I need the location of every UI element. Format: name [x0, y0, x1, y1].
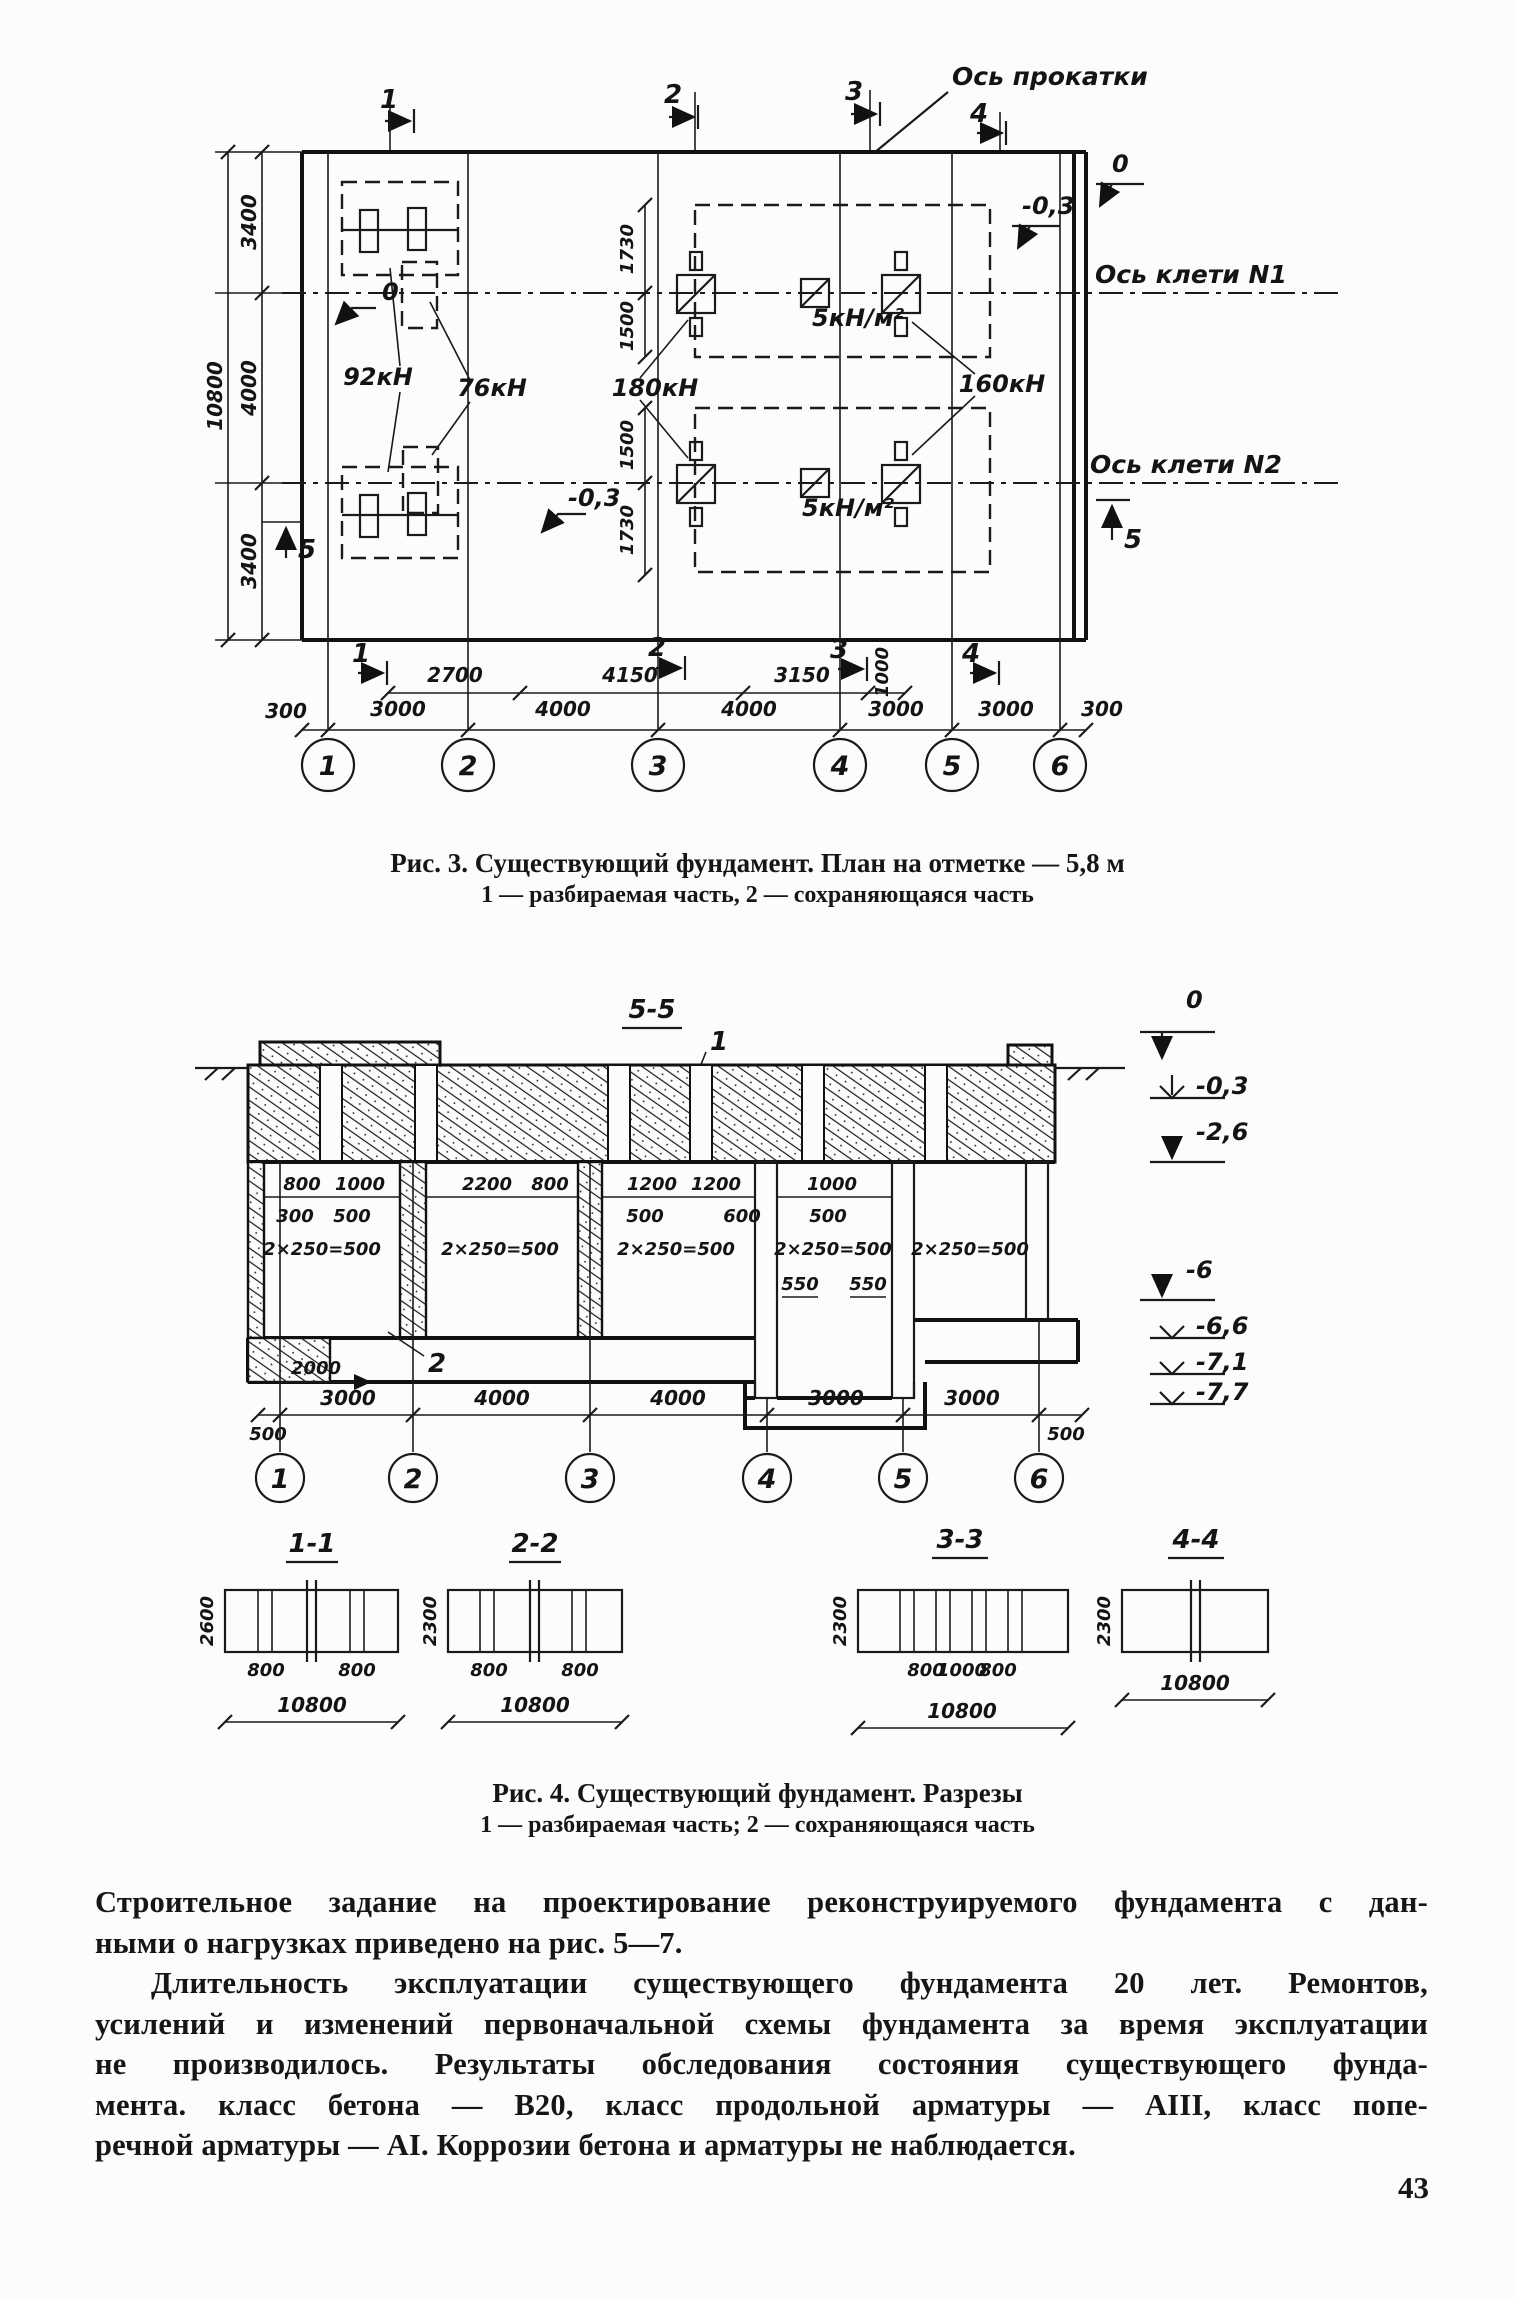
- svg-text:-7,7: -7,7: [1196, 1378, 1249, 1406]
- svg-text:1: 1: [352, 639, 371, 669]
- svg-text:4000: 4000: [535, 697, 591, 721]
- svg-text:4: 4: [970, 99, 989, 129]
- elev-0-right: [1096, 150, 1144, 206]
- svg-text:500: 500: [333, 1206, 371, 1227]
- svg-text:2300: 2300: [1094, 1595, 1115, 1647]
- svg-text:Ось клети N2: Ось клети N2: [1090, 450, 1282, 479]
- svg-text:1730: 1730: [617, 223, 638, 275]
- cross-section-4-4: [1094, 1525, 1275, 1707]
- svg-text:800: 800: [283, 1174, 321, 1195]
- svg-text:4000: 4000: [237, 360, 261, 416]
- svg-text:3000: 3000: [370, 697, 426, 721]
- section-mark-5-left: [262, 522, 316, 565]
- elev-0: [1140, 986, 1215, 1058]
- svg-text:3-3: 3-3: [936, 1525, 984, 1555]
- svg-text:3000: 3000: [944, 1386, 1000, 1410]
- svg-text:6: 6: [1050, 751, 1070, 782]
- elev-03-right: [1012, 192, 1074, 248]
- figure-3-caption-line1: Рис. 3. Существующий фундамент. План на отметке — 5,8 м: [390, 848, 1125, 878]
- svg-text:300: 300: [1081, 697, 1123, 721]
- svg-text:10800: 10800: [203, 361, 227, 431]
- svg-text:1000: 1000: [936, 1660, 988, 1681]
- svg-text:3: 3: [830, 635, 849, 665]
- svg-text:2×250=500: 2×250=500: [441, 1239, 559, 1260]
- section-mark-2-top: [664, 80, 698, 152]
- figure-3-caption-line2: 1 — разбираемая часть, 2 — сохраняющаяся часть: [481, 882, 1034, 908]
- svg-text:3000: 3000: [808, 1386, 864, 1410]
- svg-text:2×250=500: 2×250=500: [774, 1239, 892, 1260]
- svg-text:4000: 4000: [474, 1386, 530, 1410]
- elev-03-mid: [542, 484, 620, 532]
- body-line: не производилось. Результаты обследования состояния существующего фунда-: [95, 2047, 1428, 2081]
- section-mark-4-bottom: [961, 639, 999, 685]
- svg-text:800: 800: [531, 1174, 569, 1195]
- svg-text:5-5: 5-5: [628, 995, 676, 1025]
- svg-text:0: 0: [382, 278, 399, 306]
- elev-m71: [1150, 1348, 1248, 1376]
- svg-text:800: 800: [907, 1660, 945, 1681]
- svg-text:500: 500: [1047, 1424, 1085, 1445]
- svg-text:600: 600: [723, 1206, 761, 1227]
- svg-text:10800: 10800: [1160, 1671, 1230, 1695]
- svg-text:10800: 10800: [927, 1699, 997, 1723]
- svg-text:2×250=500: 2×250=500: [911, 1239, 1029, 1260]
- svg-text:1000: 1000: [334, 1174, 386, 1195]
- svg-text:0: 0: [1186, 986, 1203, 1014]
- svg-text:3: 3: [648, 751, 668, 782]
- svg-text:800: 800: [247, 1660, 285, 1681]
- body-line: ными о нагрузках приведено на рис. 5—7.: [95, 1925, 683, 1960]
- svg-text:2: 2: [458, 751, 478, 782]
- svg-text:0: 0: [1112, 150, 1129, 178]
- svg-text:3400: 3400: [237, 194, 261, 250]
- svg-text:1500: 1500: [617, 419, 638, 471]
- svg-text:300: 300: [276, 1206, 314, 1227]
- elev-m03: [1150, 1072, 1248, 1100]
- svg-text:1500: 1500: [617, 300, 638, 352]
- svg-text:-6: -6: [1186, 1256, 1213, 1284]
- svg-text:300: 300: [265, 699, 307, 723]
- load-160: [912, 322, 1045, 455]
- svg-text:550: 550: [849, 1274, 887, 1295]
- svg-text:1: 1: [380, 85, 399, 115]
- svg-text:800: 800: [470, 1660, 508, 1681]
- left-dimensions: [203, 145, 302, 647]
- svg-text:2: 2: [403, 1464, 423, 1495]
- body-line: Длительность эксплуатации существующего фундамента 20 лет. Ремонтов,: [151, 1966, 1428, 2000]
- svg-text:2000: 2000: [290, 1358, 342, 1379]
- elev-m26: [1150, 1118, 1248, 1162]
- svg-text:800: 800: [979, 1660, 1017, 1681]
- svg-text:4: 4: [830, 751, 850, 782]
- cross-section-1-1: [197, 1529, 405, 1729]
- section-mark-3-top: [845, 77, 880, 152]
- svg-text:-7,1: -7,1: [1196, 1348, 1249, 1376]
- svg-text:2600: 2600: [197, 1595, 218, 1647]
- dist-load-upper: 5кН/м²: [812, 304, 904, 332]
- svg-text:-2,6: -2,6: [1196, 1118, 1249, 1146]
- svg-text:-6,6: -6,6: [1196, 1312, 1249, 1340]
- body-line: Строительное задание на проектирование реконструируемого фундамента с дан-: [95, 1885, 1428, 1919]
- section-mark-4-top: [969, 99, 1006, 152]
- figure-4-sections: [195, 986, 1275, 1735]
- svg-text:1000: 1000: [806, 1174, 858, 1195]
- cross-section-2-2: [420, 1529, 629, 1729]
- svg-text:4-4: 4-4: [1172, 1525, 1220, 1555]
- section-mark-5-right: [1096, 500, 1142, 555]
- svg-text:1000: 1000: [872, 646, 893, 698]
- figure-4-caption-line1: Рис. 4. Существующий фундамент. Разрезы: [492, 1778, 1023, 1808]
- grid-bubbles-fig3: [302, 739, 1086, 791]
- figure-4-caption-line2: 1 — разбираемая часть; 2 — сохраняющаяся часть: [480, 1812, 1035, 1838]
- svg-text:1730: 1730: [617, 504, 638, 556]
- section-dimension-row-3: [263, 1239, 1029, 1260]
- svg-text:Ось клети N1: Ось клети N1: [1095, 260, 1287, 289]
- svg-text:1: 1: [318, 751, 338, 782]
- equipment-outline-upper: [695, 205, 990, 357]
- svg-text:5: 5: [1124, 525, 1143, 555]
- svg-text:180кН: 180кН: [611, 374, 699, 402]
- svg-text:3: 3: [580, 1464, 600, 1495]
- page-number: 43: [1398, 2170, 1429, 2205]
- svg-text:3150: 3150: [774, 663, 830, 687]
- svg-text:4: 4: [757, 1464, 777, 1495]
- svg-text:10800: 10800: [277, 1693, 347, 1717]
- svg-text:Ось прокатки: Ось прокатки: [952, 62, 1148, 91]
- svg-text:3: 3: [845, 77, 864, 107]
- svg-text:-0,3: -0,3: [1196, 1072, 1249, 1100]
- svg-text:2200: 2200: [461, 1174, 513, 1195]
- svg-text:5: 5: [298, 535, 317, 565]
- anchor-outline-n1: [402, 262, 437, 328]
- svg-text:800: 800: [338, 1660, 376, 1681]
- svg-text:2-2: 2-2: [511, 1529, 559, 1559]
- svg-text:800: 800: [561, 1660, 599, 1681]
- svg-text:76кН: 76кН: [457, 374, 527, 402]
- equipment-outline-lower: [695, 408, 990, 572]
- body-line: мента. класс бетона — В20, класс продольной арматуры — АIII, класс попе-: [95, 2087, 1428, 2122]
- svg-text:1: 1: [270, 1464, 290, 1495]
- machine-block-bottom-left: [342, 467, 458, 558]
- figure-3-plan: [203, 62, 1345, 791]
- svg-text:500: 500: [249, 1424, 287, 1445]
- svg-text:3400: 3400: [237, 533, 261, 589]
- svg-text:2×250=500: 2×250=500: [263, 1239, 381, 1260]
- elev-m66: [1150, 1312, 1248, 1340]
- svg-text:2300: 2300: [420, 1595, 441, 1647]
- section-mark-1-top: [380, 85, 414, 152]
- cross-section-3-3: [830, 1525, 1075, 1735]
- svg-text:2: 2: [428, 1349, 447, 1379]
- svg-text:1: 1: [710, 1027, 729, 1057]
- svg-text:5: 5: [893, 1464, 913, 1495]
- svg-text:4: 4: [962, 639, 981, 669]
- stand-axis-n1: [282, 260, 1345, 293]
- svg-text:5: 5: [942, 751, 962, 782]
- svg-text:6: 6: [1029, 1464, 1049, 1495]
- svg-text:4000: 4000: [650, 1386, 706, 1410]
- svg-text:500: 500: [809, 1206, 847, 1227]
- svg-text:500: 500: [626, 1206, 664, 1227]
- elev-0-left: [336, 278, 399, 324]
- svg-text:4150: 4150: [602, 663, 658, 687]
- svg-text:2700: 2700: [427, 663, 483, 687]
- foundation-upper-mass: [195, 1042, 1125, 1162]
- machine-block-top-left: [342, 182, 458, 275]
- svg-text:10800: 10800: [500, 1693, 570, 1717]
- svg-text:1200: 1200: [626, 1174, 678, 1195]
- svg-text:3000: 3000: [320, 1386, 376, 1410]
- elev-m6: [1140, 1256, 1215, 1300]
- bottom-dimensions-grid: [265, 697, 1123, 737]
- section-dimension-row-2: [276, 1206, 847, 1227]
- svg-text:-0,3: -0,3: [1022, 192, 1075, 220]
- svg-text:92кН: 92кН: [343, 363, 413, 391]
- svg-text:2300: 2300: [830, 1595, 851, 1647]
- pit-550-dims: [781, 1274, 887, 1297]
- svg-text:160кН: 160кН: [958, 370, 1046, 398]
- rolling-axis-label: [874, 62, 1148, 153]
- body-text: [95, 1882, 1428, 2166]
- svg-text:2×250=500: 2×250=500: [617, 1239, 735, 1260]
- svg-text:-0,3: -0,3: [568, 484, 621, 512]
- body-line: речной арматуры — АI. Коррозии бетона и арматуры не наблюдается.: [95, 2128, 1076, 2162]
- svg-text:3000: 3000: [978, 697, 1034, 721]
- svg-text:2: 2: [648, 633, 667, 663]
- svg-text:1200: 1200: [690, 1174, 742, 1195]
- svg-text:3000: 3000: [868, 697, 924, 721]
- svg-text:4000: 4000: [721, 697, 777, 721]
- svg-text:550: 550: [781, 1274, 819, 1295]
- section-mark-1-bottom: [352, 639, 387, 685]
- dist-load-lower: 5кН/м²: [802, 494, 894, 522]
- svg-text:2: 2: [664, 80, 683, 110]
- load-76: [430, 302, 527, 455]
- elev-m77: [1150, 1378, 1249, 1406]
- fig4-bottom-dimensions: [249, 1358, 1089, 1445]
- section-5-5-title: [622, 995, 682, 1028]
- body-line: усилений и изменений первоначальной схемы фундамента за время эксплуатации: [95, 2006, 1428, 2041]
- elevation-marks: [1140, 986, 1249, 1406]
- svg-text:1-1: 1-1: [288, 1529, 336, 1559]
